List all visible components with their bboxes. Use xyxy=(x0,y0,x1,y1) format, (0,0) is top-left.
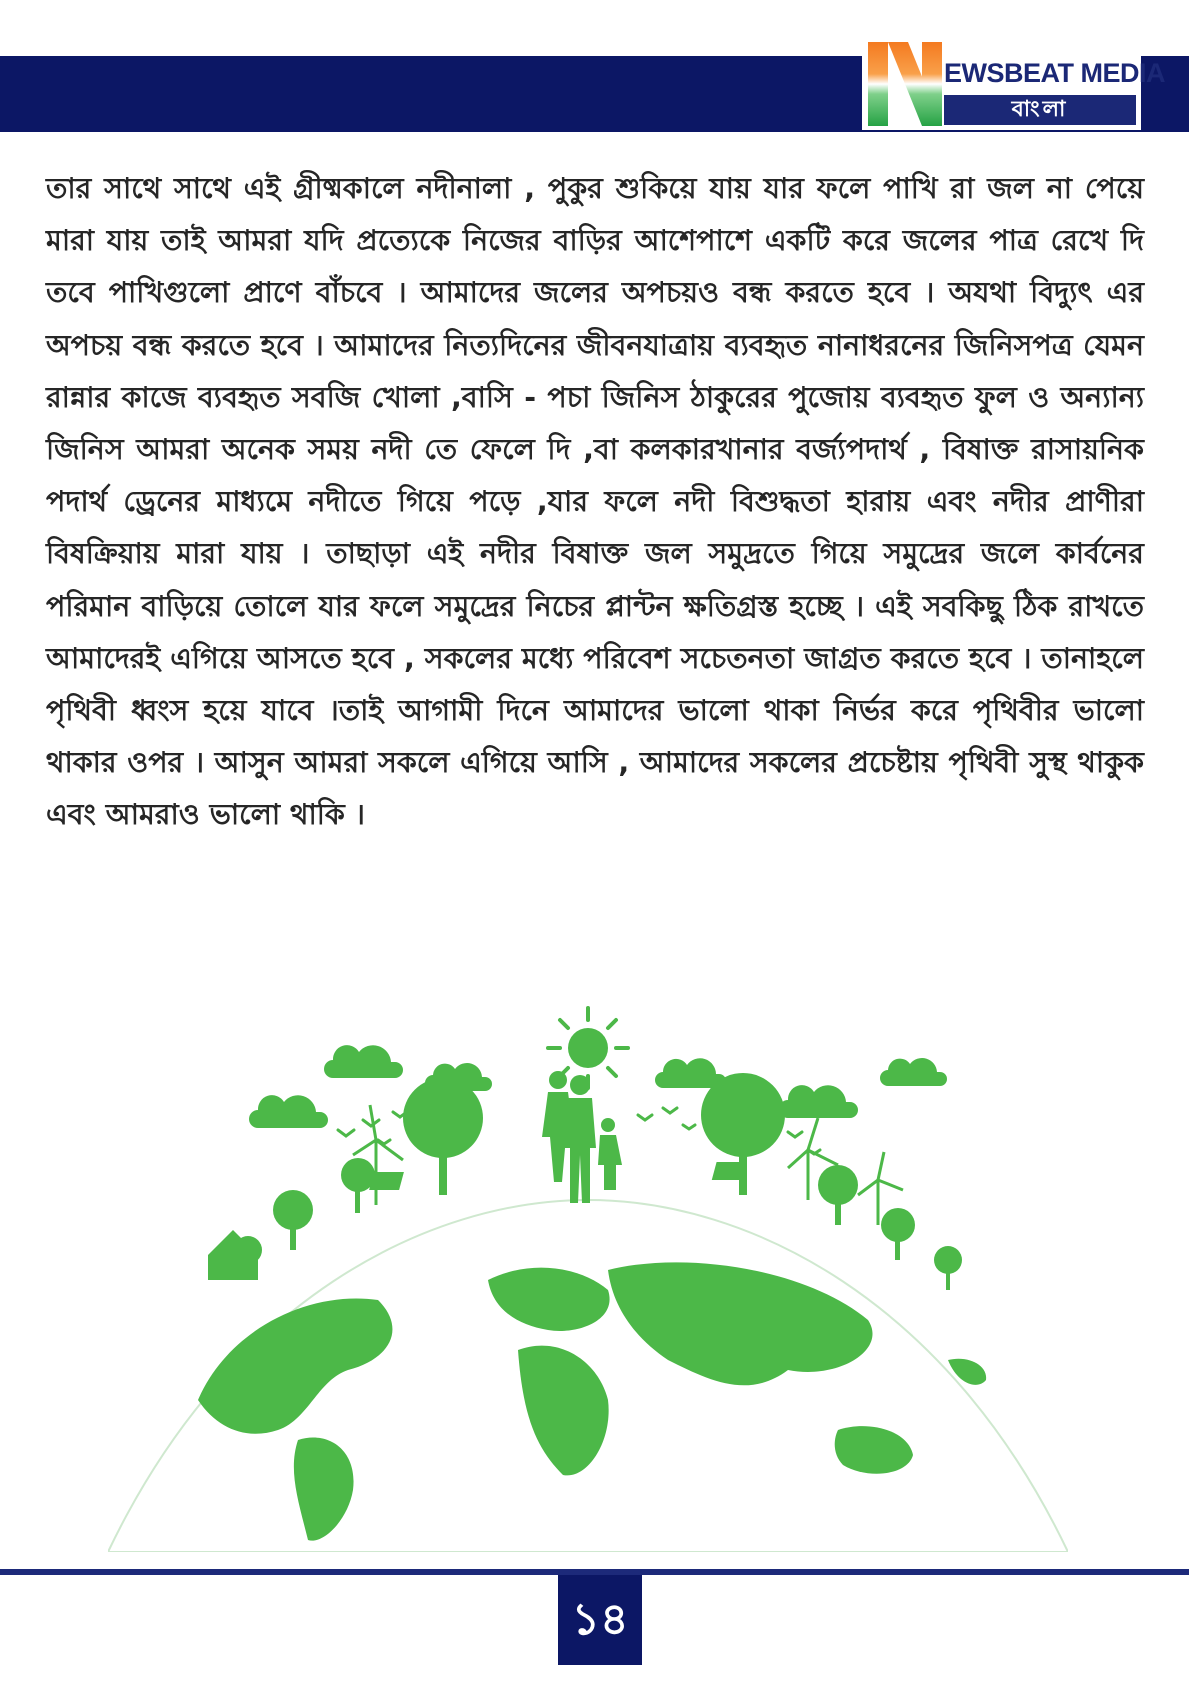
family-icon xyxy=(542,1071,622,1203)
green-earth-family-icon xyxy=(108,1000,1068,1552)
brand-name: EWSBEAT MEDIA xyxy=(944,58,1165,88)
brand-logo xyxy=(862,38,1165,130)
logo-n-icon xyxy=(862,38,946,130)
logo-initial: N xyxy=(904,118,905,119)
page-number: ১৪ xyxy=(571,1594,629,1645)
article-body: তার সাথে সাথে এই গ্রীষ্মকালে নদীনালা , পুকুর শুকিয়ে যায় যার ফলে পাখি রা জল না পেয়ে মারা যায় তাই আমরা যদি প্রত্যেকে নিজের বাড়ির আশেপাশে একটি করে জলের পাত্র রেখে দি তবে পাখিগুলো প্রাণে বাঁচবে । আমাদের জলের অপচয়ও বন্ধ করতে হবে । অযথা বিদ্যুৎ এর অপচয় বন্ধ করতে হবে । আমাদের নিত্যদিনের জীবনযাত্রায় ব্যবহৃত নানাধরনের জিনিসপত্র যেমন রান্নার কাজে ব্যবহৃত সবজি খোলা ,বাসি - পচা জিনিস ঠাকুরের পুজোয় ব্যবহৃত ফুল ও অন্যান্য জিনিস আমরা অনেক সময় নদী তে ফেলে দি ,বা কলকারখানার বর্জ্যপদার্থ , বিষাক্ত রাসায়নিক পদার্থ ড্রেনের মাধ্যমে নদীতে গিয়ে পড়ে ,যার ফলে নদী বিশুদ্ধতা হারায় এবং নদীর প্রাণীরা বিষক্রিয়ায় মারা যায় । তাছাড়া এই নদীর বিষাক্ত জল সমুদ্রতে গিয়ে সমুদ্রের জলে কার্বনের পরিমান বাড়িয়ে তোলে যার ফলে সমুদ্রের নিচের প্লান্টন ক্ষতিগ্রস্ত হচ্ছে । এই সবকিছু ঠিক রাখতে আমাদেরই এগিয়ে আসতে হবে , সকলের মধ্যে পরিবেশ সচেতনতা জাগ্রত করতে হবে । তানাহলে পৃথিবী ধ্বংস হয়ে যাবে ।তাই আগামী দিনে আমাদের ভালো থাকা নির্ভর করে পৃথিবীর ভালো থাকার ওপর । আসুন আমরা সকলে এগিয়ে আসি , আমাদের সকলের প্রচেষ্টায় পৃথিবী সুস্থ থাকুক এবং আমরাও ভালো থাকি । xyxy=(46,172,1144,832)
brand-subtitle: বাংলা xyxy=(944,95,1136,125)
page-number-box xyxy=(558,1575,642,1665)
